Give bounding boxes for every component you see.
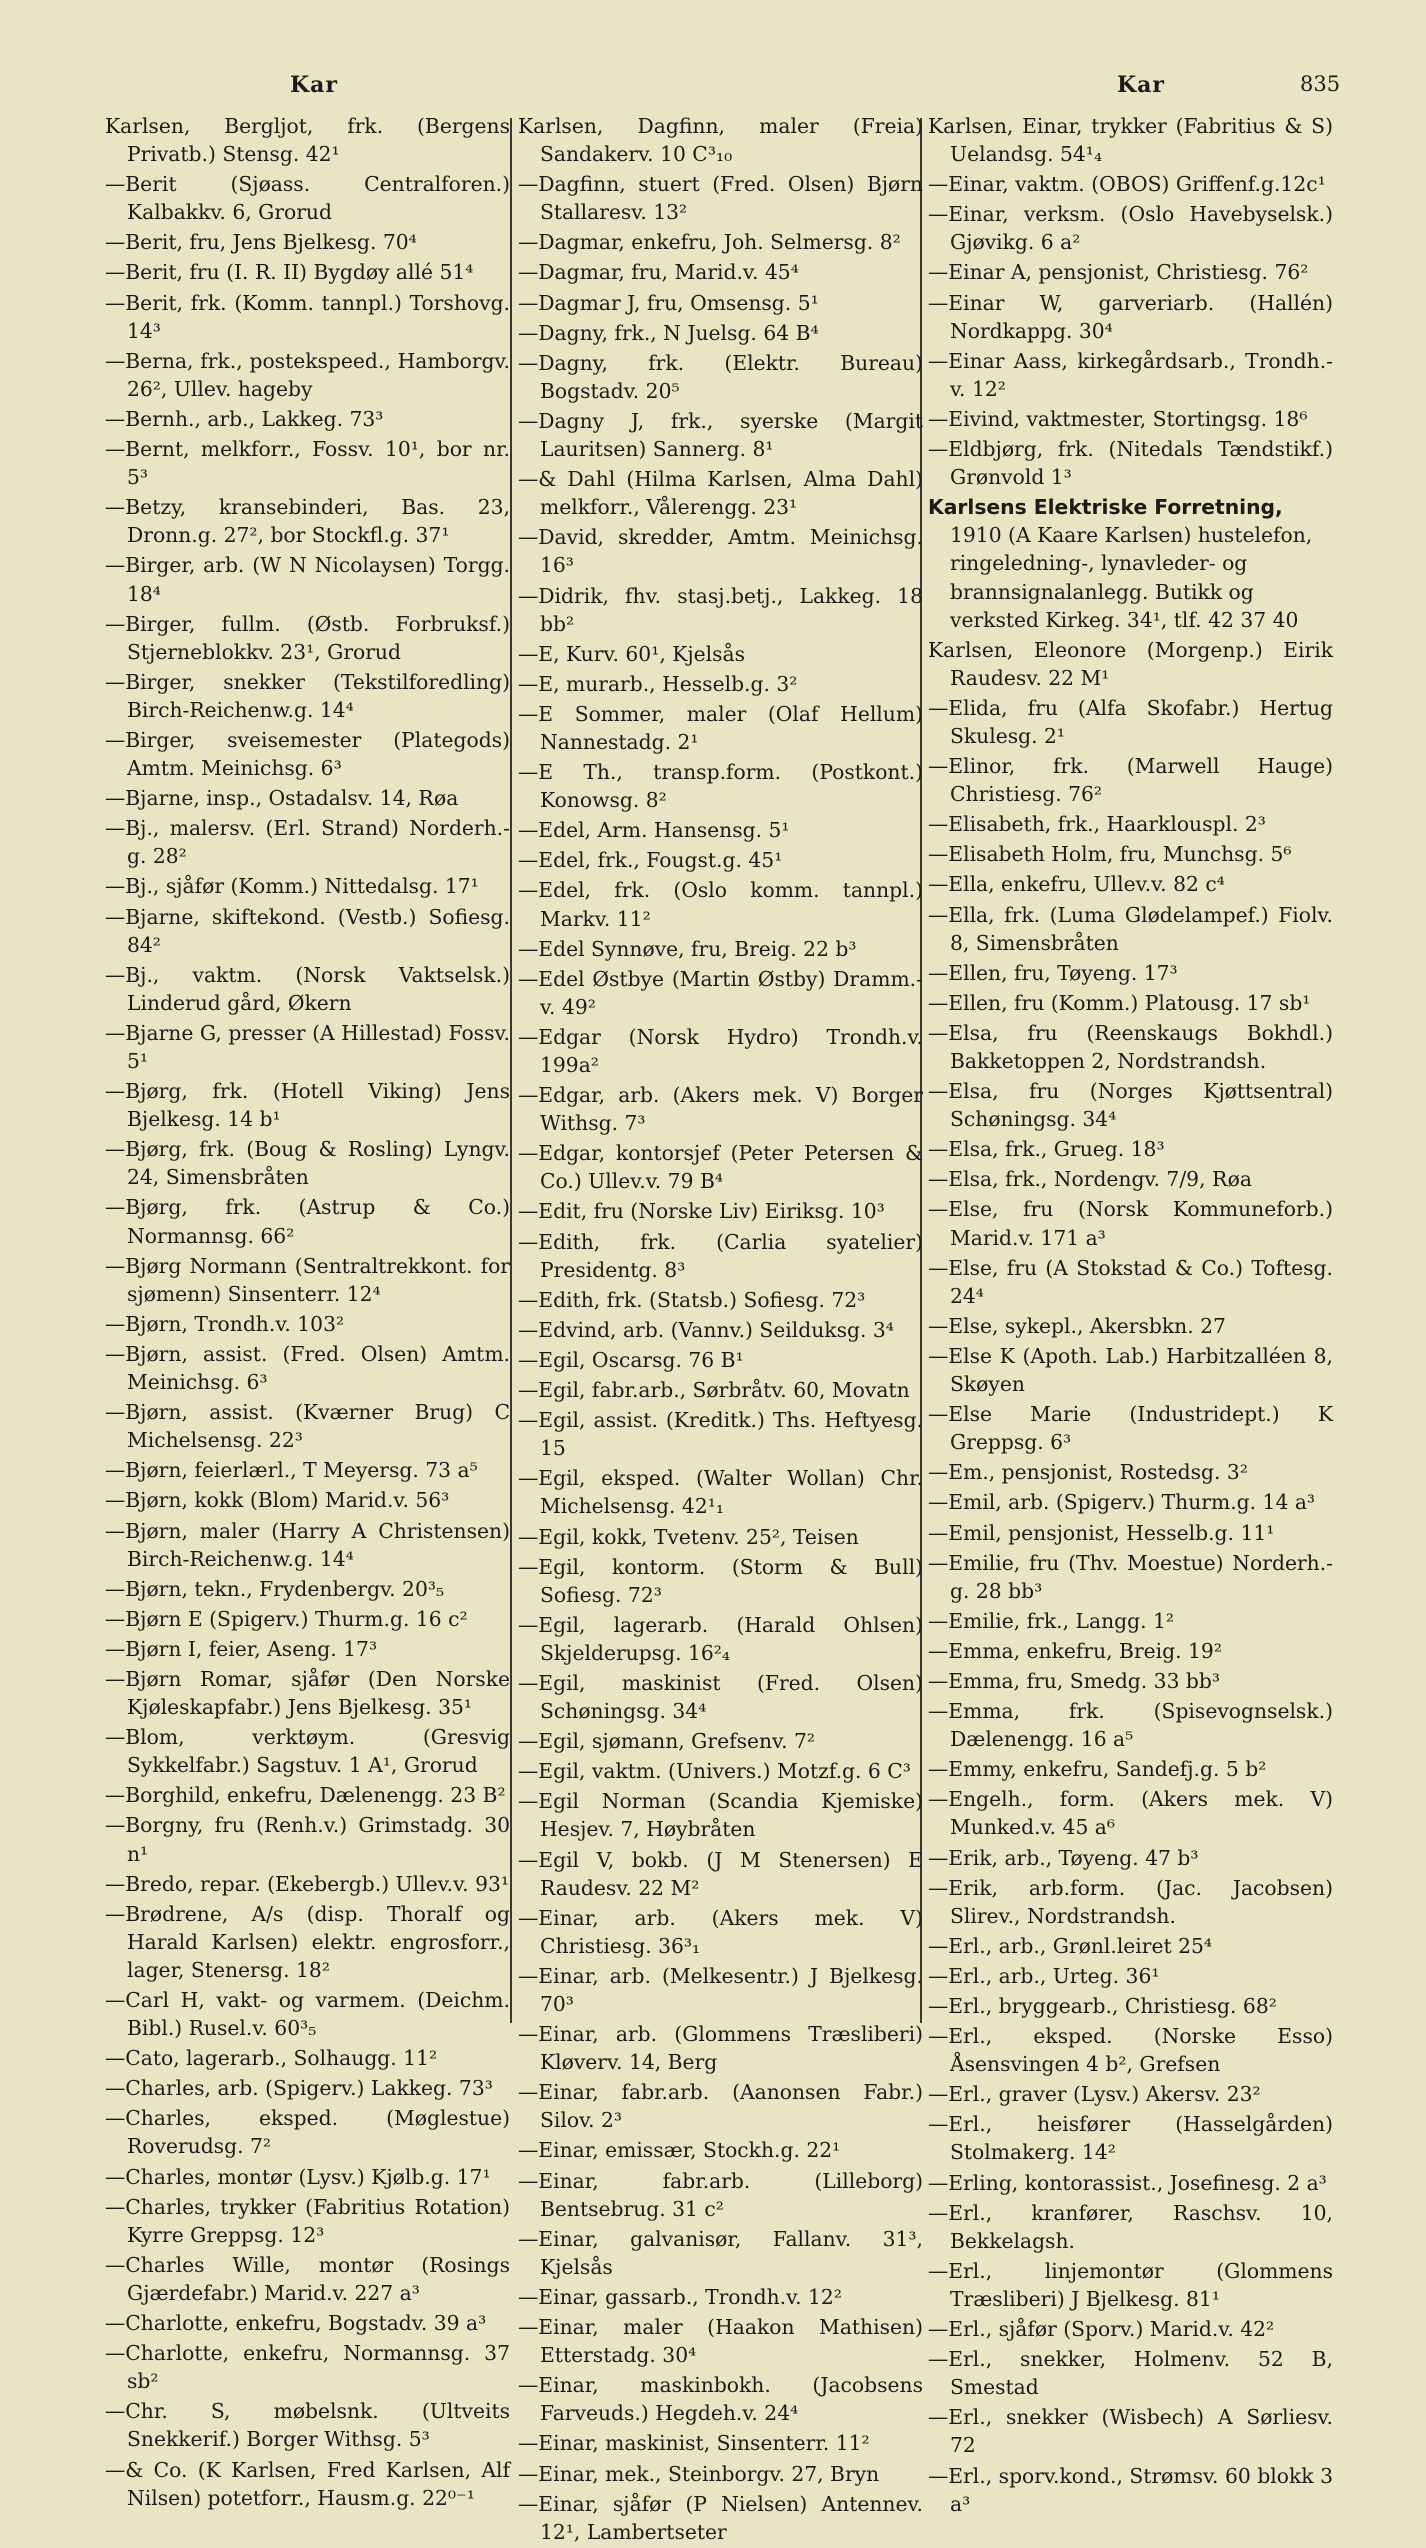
directory-entry: —Erik, arb.form. (Jac. Jacobsen) Slirev., Nordstrandsh. [928, 1875, 1333, 1928]
directory-entry: —Elida, fru (Alfa Skofabr.) Hertug Skulesg. 2¹ [928, 695, 1333, 748]
directory-entry: Karlsen, Dagfinn, maler (Freia) Sandakerv. 10 C³₁₀ [518, 114, 923, 167]
directory-entry: —E, murarb., Hesselb.g. 3² [518, 671, 798, 696]
directory-entry: —Egil, maskinist (Fred. Olsen) Schøningsg. 34⁴ [518, 1670, 923, 1724]
directory-entry: —E Sommer, maler (Olaf Hellum) Nannestadg. 2¹ [518, 701, 923, 754]
directory-entry: —Bjørg, frk. (Boug & Rosling) Lyngv. 24, Simensbråten [105, 1137, 510, 1190]
directory-entry: —Egil, fabr.arb., Sørbråtv. 60, Movatn [518, 1378, 910, 1403]
directory-entry: —Berit, frk. (Komm. tannpl.) Torshovg. 14³ [105, 290, 510, 343]
directory-entry: —Edel, frk. (Oslo komm. tannpl.) Markv. 11² [518, 878, 923, 931]
directory-entry: —Bjarne, skiftekond. (Vestb.) Sofiesg. 84² [105, 904, 510, 957]
directory-entry: —Dagmar, fru, Marid.v. 45⁴ [518, 260, 799, 285]
directory-entry: —Erl., arb., Urteg. 36¹ [928, 1963, 1160, 1988]
directory-entry: —Erl., heisfører (Hasselgården) Stolmakerg. 14² [928, 2112, 1333, 2165]
directory-entry: —Erl., graver (Lysv.) Akersv. 23² [928, 2082, 1261, 2107]
directory-entry: —Ella, enkefru, Ullev.v. 82 c⁴ [928, 872, 1225, 897]
directory-entry: —Bjørn, maler (Harry A Christensen) Birch-Reichenw.g. 14⁴ [105, 1518, 510, 1571]
directory-entry: —Eldbjørg, frk. (Nitedals Tændstikf.) Grønvold 1³ [928, 437, 1333, 490]
directory-entry: —Elsa, fru (Reenskaugs Bokhdl.) Bakketoppen 2, Nordstrandsh. [928, 1020, 1333, 1073]
directory-entry: —Bjørg Normann (Sentraltrekkont. for sjømenn) Sinsenterr. 12⁴ [105, 1253, 510, 1306]
directory-entry: —Edgar, arb. (Akers mek. V) Borger Withsg. 7³ [518, 1083, 923, 1136]
directory-entry: —Borgny, fru (Renh.v.) Grimstadg. 30 n¹ [105, 1813, 510, 1866]
directory-entry: —& Dahl (Hilma Karlsen, Alma Dahl) melkforr., Vålerengg. 23¹ [518, 467, 923, 520]
directory-entry: —Carl H, vakt- og varmem. (Deichm. Bibl.) Rusel.v. 60³₅ [105, 1988, 510, 2041]
column-divider [510, 118, 512, 2023]
directory-entry: —Egil, kokk, Tvetenv. 25², Teisen [518, 1524, 859, 1549]
directory-entry: —Emma, frk. (Spisevognselsk.) Dælenengg. 16 a⁵ [928, 1699, 1333, 1752]
directory-entry: —Egil, eksped. (Walter Wollan) Chr. Michelsensg. 42¹₁ [518, 1466, 923, 1519]
directory-entry: —Bjarne G, presser (A Hillestad) Fossv. 5¹ [105, 1020, 510, 1073]
column-right [928, 112, 1333, 2520]
directory-entry: —Bj., sjåfør (Komm.) Nittedalsg. 17¹ [105, 874, 479, 899]
directory-entry: —E, Kurv. 60¹, Kjelsås [518, 641, 746, 666]
directory-entry: —Einar W, garveriarb. (Hallén) Nordkappg. 30⁴ [928, 290, 1333, 343]
column-left [105, 112, 510, 2514]
directory-entry: —Edith, frk. (Carlia syatelier) Presidentg. 8³ [518, 1229, 923, 1282]
directory-entry: —Bernt, melkforr., Fossv. 10¹, bor nr. 5³ [105, 437, 510, 490]
directory-entry: Karlsens Elektriske Forretning, 1910 (A Kaare Karlsen) hustelefon, ringeledning-, lynavleder- og brannsignalanlegg. Butikk og verksted Kirkeg. 34¹, tlf. 42 37 40 [928, 495, 1313, 632]
directory-entry: —Ellen, fru, Tøyeng. 17³ [928, 960, 1178, 985]
directory-entry: —Einar, arb. (Glommens Træsliberi) Kløverv. 14, Berg [518, 2022, 923, 2075]
directory-entry: —Emilie, fru (Thv. Moestue) Norderh.-g. 28 bb³ [928, 1550, 1333, 1603]
directory-entry: —Erl., sporv.kond., Strømsv. 60 blokk 3 a³ [928, 2463, 1333, 2516]
directory-entry: —Ellen, fru (Komm.) Platousg. 17 sb¹ [928, 990, 1311, 1015]
directory-entry: —Erl., kranfører, Raschsv. 10, Bekkelagsh. [928, 2200, 1333, 2253]
directory-entry: —Emilie, frk., Langg. 1² [928, 1608, 1175, 1633]
directory-entry: —Elsa, frk., Grueg. 18³ [928, 1137, 1165, 1162]
directory-entry: —Erling, kontorassist., Josefinesg. 2 a³ [928, 2170, 1327, 2195]
directory-entry: —Bjørn, tekn., Frydenbergv. 20³₅ [105, 1576, 445, 1601]
directory-entry: —Borghild, enkefru, Dælenengg. 23 B² [105, 1783, 506, 1808]
directory-entry: —Egil Norman (Scandia Kjemiske) Hesjev. 7, Høybråten [518, 1789, 923, 1842]
directory-entry: —Charles, montør (Lysv.) Kjølb.g. 17¹ [105, 2164, 491, 2189]
directory-entry: —Bjørn Romar, sjåfør (Den Norske Kjøleskapfabr.) Jens Bjelkesg. 35¹ [105, 1666, 510, 1720]
directory-entry: —Einar, arb. (Melkesentr.) J Bjelkesg. 70³ [518, 1963, 923, 2016]
directory-entry: —Einar, galvanisør, Fallanv. 31³, Kjelsås [518, 2226, 923, 2279]
directory-entry: —Ella, frk. (Luma Glødelampef.) Fiolv. 8, Simensbråten [928, 902, 1333, 955]
directory-entry: —Charles, trykker (Fabritius Rotation) Kyrre Greppsg. 12³ [105, 2194, 510, 2247]
directory-entry: —Erl., eksped. (Norske Esso) Åsensvingen 4 b², Grefsen [928, 2024, 1333, 2077]
running-header-left: Kar [290, 72, 338, 98]
directory-entry: —Charlotte, enkefru, Bogstadv. 39 a³ [105, 2311, 487, 2336]
directory-entry: —Egil, vaktm. (Univers.) Motzf.g. 6 C³ [518, 1759, 911, 1784]
directory-entry: —Berit, fru, Jens Bjelkesg. 70⁴ [105, 230, 417, 255]
directory-entry: —Bjørn I, feier, Aseng. 17³ [105, 1636, 378, 1661]
directory-entry: —Elsa, frk., Nordengv. 7/9, Røa [928, 1167, 1252, 1192]
directory-entry: —Einar, fabr.arb. (Lilleborg) Bentsebrug. 31 c² [518, 2168, 923, 2221]
directory-entry: Karlsen, Bergljot, frk. (Bergens Privatb.) Stensg. 42¹ [105, 114, 510, 167]
directory-entry: —Erl., bryggearb., Christiesg. 68² [928, 1994, 1277, 2018]
directory-entry: —Eivind, vaktmester, Stortingsg. 18⁶ [928, 406, 1308, 431]
directory-entry: —Einar, fabr.arb. (Aanonsen Fabr.) Silov. 2³ [518, 2080, 923, 2133]
directory-entry: —Einar Aass, kirkegårdsarb., Trondh.-v. 12² [928, 348, 1333, 401]
directory-entry: —Bredo, repar. (Ekebergb.) Ullev.v. 93¹ [105, 1871, 510, 1896]
directory-entry: —Edel, Arm. Hansensg. 5¹ [518, 818, 790, 843]
directory-entry: —Edgar, kontorsjef (Peter Petersen & Co.) Ullev.v. 79 B⁴ [518, 1141, 923, 1194]
directory-entry: —Bjørg, frk. (Astrup & Co.) Normannsg. 66² [105, 1195, 510, 1248]
directory-entry: —Elisabeth, frk., Haarklouspl. 2³ [928, 812, 1266, 837]
directory-entry: —Else, sykepl., Akersbkn. 27 [928, 1313, 1226, 1338]
running-header-right: Kar [1117, 72, 1165, 98]
directory-entry: —Chr. S, møbelsnk. (Ultveits Snekkerif.) Borger Withsg. 5³ [105, 2399, 510, 2452]
directory-entry: —Charles Wille, montør (Rosings Gjærdefabr.) Marid.v. 227 a³ [105, 2252, 510, 2305]
directory-entry: —Einar, maskinist, Sinsenterr. 11² [518, 2431, 870, 2456]
directory-entry: —Bjørn, assist. (Kværner Brug) C Michelsensg. 22³ [105, 1400, 510, 1453]
directory-entry: —Einar, arb. (Akers mek. V) Christiesg. 36³₁ [518, 1905, 923, 1958]
directory-entry: —Blom, verktøym. (Gresvig Sykkelfabr.) Sagstuv. 1 A¹, Grorud [105, 1725, 510, 1778]
directory-entry: —Bj., vaktm. (Norsk Vaktselsk.) Linderud gård, Økern [105, 962, 510, 1015]
directory-entry: —Edvind, arb. (Vannv.) Seilduksg. 3⁴ [518, 1317, 894, 1342]
directory-entry: —Erl., snekker, Holmenv. 52 B, Smestad [928, 2347, 1333, 2400]
directory-entry: —Egil, assist. (Kreditk.) Ths. Heftyesg. 15 [518, 1408, 923, 1461]
directory-entry: —Emma, enkefru, Breig. 19² [928, 1638, 1222, 1663]
directory-entry: —Dagny, frk. (Elektr. Bureau) Bogstadv. 20⁵ [518, 350, 923, 403]
directory-entry: —Bernh., arb., Lakkeg. 73³ [105, 406, 384, 431]
directory-entry: —Edit, fru (Norske Liv) Eiriksg. 10³ [518, 1199, 885, 1224]
directory-entry: —Erl., snekker (Wisbech) A Sørliesv. 72 [928, 2405, 1333, 2458]
directory-entry: —Einar, gassarb., Trondh.v. 12² [518, 2284, 842, 2309]
directory-entry: —Einar, emissær, Stockh.g. 22¹ [518, 2138, 841, 2163]
directory-entry: —Erl., linjemontør (Glommens Træsliberi) J Bjelkesg. 81¹ [928, 2258, 1333, 2311]
directory-entry: —Berit, fru (I. R. II) Bygdøy allé 51⁴ [105, 260, 474, 285]
directory-entry: —Birger, arb. (W N Nicolaysen) Torgg. 18⁴ [105, 553, 510, 606]
page-number: 835 [1300, 72, 1341, 96]
directory-entry: —Egil, kontorm. (Storm & Bull) Sofiesg. 72³ [518, 1554, 923, 1607]
directory-entry: —Egil, Oscarsg. 76 B¹ [518, 1347, 744, 1372]
directory-entry: —Erl., arb., Grønl.leiret 25⁴ [928, 1933, 1213, 1958]
directory-entry: —Erik, arb., Tøyeng. 47 b³ [928, 1845, 1199, 1870]
directory-entry: —Edel Synnøve, fru, Breig. 22 b³ [518, 936, 857, 961]
directory-entry: —Brødrene, A/s (disp. Thoralf og Harald Karlsen) elektr. engrosforr., lager, Stenersg. 18² [105, 1901, 510, 1982]
directory-entry: —Birger, sveisemester (Plategods) Amtm. Meinichsg. 6³ [105, 727, 510, 781]
directory-entry: —Elinor, frk. (Marwell Hauge) Christiesg. 76² [928, 754, 1333, 807]
directory-entry: —Elsa, fru (Norges Kjøttsentral) Schøningsg. 34⁴ [928, 1079, 1333, 1132]
directory-entry: —Bjørn, feierlærl., T Meyersg. 73 a⁵ [105, 1458, 478, 1483]
directory-entry: —Charlotte, enkefru, Normannsg. 37 sb² [105, 2341, 510, 2394]
column-middle [518, 112, 923, 2548]
directory-entry: —Egil, sjømann, Grefsenv. 7² [518, 1729, 816, 1754]
directory-entry: —Bjarne, insp., Ostadalsv. 14, Røa [105, 786, 459, 811]
directory-entry: —Einar, verksm. (Oslo Havebyselsk.) Gjøvikg. 6 a² [928, 202, 1333, 255]
directory-entry: —Einar, sjåfør (P Nielsen) Antennev. 12¹, Lambertseter [518, 2491, 923, 2544]
directory-entry: —Berna, frk., postekspeed., Hamborgv. 26², Ullev. hageby [105, 348, 510, 401]
directory-entry: —Bjørn, kokk (Blom) Marid.v. 56³ [105, 1488, 450, 1513]
directory-entry: —Einar, maskinbokh. (Jacobsens Farveuds.) Hegdeh.v. 24⁴ [518, 2373, 923, 2426]
directory-entry: —Charles, eksped. (Møglestue) Roverudsg. 7² [105, 2106, 510, 2159]
directory-entry: Karlsen, Eleonore (Morgenp.) Eirik Raudesv. 22 M¹ [928, 637, 1333, 690]
directory-entry: —Edith, frk. (Statsb.) Sofiesg. 72³ [518, 1287, 866, 1312]
directory-entry: —Emil, arb. (Spigerv.) Thurm.g. 14 a³ [928, 1490, 1316, 1515]
directory-entry: —Edgar (Norsk Hydro) Trondh.v. 199a² [518, 1024, 923, 1077]
directory-entry: —Em., pensjonist, Rostedsg. 3² [928, 1460, 1248, 1485]
directory-entry: —Erl., sjåfør (Sporv.) Marid.v. 42² [928, 2317, 1275, 2342]
directory-entry: —Charles, arb. (Spigerv.) Lakkeg. 73³ [105, 2076, 493, 2101]
directory-entry: —E Th., transp.form. (Postkont.) Konowsg. 8² [518, 760, 923, 813]
directory-entry: —Berit (Sjøass. Centralforen.) Kalbakkv. 6, Grorud [105, 172, 510, 225]
directory-entry: —Bj., malersv. (Erl. Strand) Norderh.-g. 28² [105, 816, 510, 869]
directory-entry: —Einar, vaktm. (OBOS) Griffenf.g.12c¹ [928, 172, 1326, 197]
directory-entry: —Dagmar J, fru, Omsensg. 5¹ [518, 290, 819, 315]
directory-entry: —David, skredder, Amtm. Meinichsg. 16³ [518, 525, 923, 578]
directory-entry: Karlsen, Einar, trykker (Fabritius & S) Uelandsg. 54¹₄ [928, 114, 1333, 167]
directory-entry: —Emma, fru, Smedg. 33 bb³ [928, 1668, 1221, 1693]
directory-entry: —Cato, lagerarb., Solhaugg. 11² [105, 2046, 438, 2071]
directory-entry: —Else, fru (Norsk Kommuneforb.) Marid.v. 171 a³ [928, 1197, 1333, 1250]
directory-entry: —Edel Østbye (Martin Østby) Dramm.-v. 49² [518, 966, 923, 1019]
directory-entry: —Emmy, enkefru, Sandefj.g. 5 b² [928, 1757, 1267, 1782]
directory-entry: —Einar A, pensjonist, Christiesg. 76² [928, 260, 1309, 285]
directory-entry: —Einar, maler (Haakon Mathisen) Etterstadg. 30⁴ [518, 2315, 923, 2368]
directory-entry: —Emil, pensjonist, Hesselb.g. 11¹ [928, 1520, 1275, 1545]
directory-entry: —Egil, lagerarb. (Harald Ohlsen) Skjelderupsg. 16²₄ [518, 1612, 923, 1665]
directory-entry: —Birger, snekker (Tekstilforedling) Birch-Reichenw.g. 14⁴ [105, 669, 510, 722]
directory-entry: —Dagny, frk., N Juelsg. 64 B⁴ [518, 320, 819, 345]
directory-entry: —Dagny J, frk., syerske (Margit Lauritsen) Sannerg. 8¹ [518, 408, 923, 462]
directory-entry: —Bjørn, assist. (Fred. Olsen) Amtm. Meinichsg. 6³ [105, 1341, 510, 1395]
directory-entry: —& Co. (K Karlsen, Fred Karlsen, Alf Nilsen) potetforr., Hausm.g. 22⁰⁻¹ [105, 2457, 510, 2510]
directory-entry: —Elisabeth Holm, fru, Munchsg. 5⁶ [928, 842, 1292, 867]
directory-entry: —Else Marie (Industridept.) K Greppsg. 6³ [928, 1402, 1333, 1455]
directory-entry: —Bjørn E (Spigerv.) Thurm.g. 16 c² [105, 1606, 468, 1631]
directory-entry: —Dagmar, enkefru, Joh. Selmersg. 8² [518, 230, 901, 255]
directory-entry: —Birger, fullm. (Østb. Forbruksf.) Stjerneblokkv. 23¹, Grorud [105, 611, 510, 664]
directory-entry: —Betzy, kransebinderi, Bas. 23, Dronn.g. 27², bor Stockfl.g. 37¹ [105, 495, 510, 548]
directory-entry: —Bjørg, frk. (Hotell Viking) Jens Bjelkesg. 14 b¹ [105, 1079, 510, 1132]
directory-entry: —Bjørn, Trondh.v. 103² [105, 1311, 345, 1336]
directory-entry: —Else, fru (A Stokstad & Co.) Toftesg. 24⁴ [928, 1255, 1333, 1308]
directory-entry: —Egil V, bokb. (J M Stenersen) E Raudesv. 22 M² [518, 1847, 923, 1900]
directory-entry: —Edel, frk., Fougst.g. 45¹ [518, 848, 783, 873]
directory-entry: —Engelh., form. (Akers mek. V) Munked.v. 45 a⁶ [928, 1787, 1333, 1840]
directory-entry: —Didrik, fhv. stasj.betj., Lakkeg. 18 bb² [518, 583, 923, 636]
directory-entry: —Einar, mek., Steinborgv. 27, Bryn [518, 2461, 880, 2486]
directory-entry: —Dagfinn, stuert (Fred. Olsen) Bjørn Stallaresv. 13² [518, 172, 923, 225]
directory-entry: —Else K (Apoth. Lab.) Harbitzalléen 8, Skøyen [928, 1343, 1333, 1397]
